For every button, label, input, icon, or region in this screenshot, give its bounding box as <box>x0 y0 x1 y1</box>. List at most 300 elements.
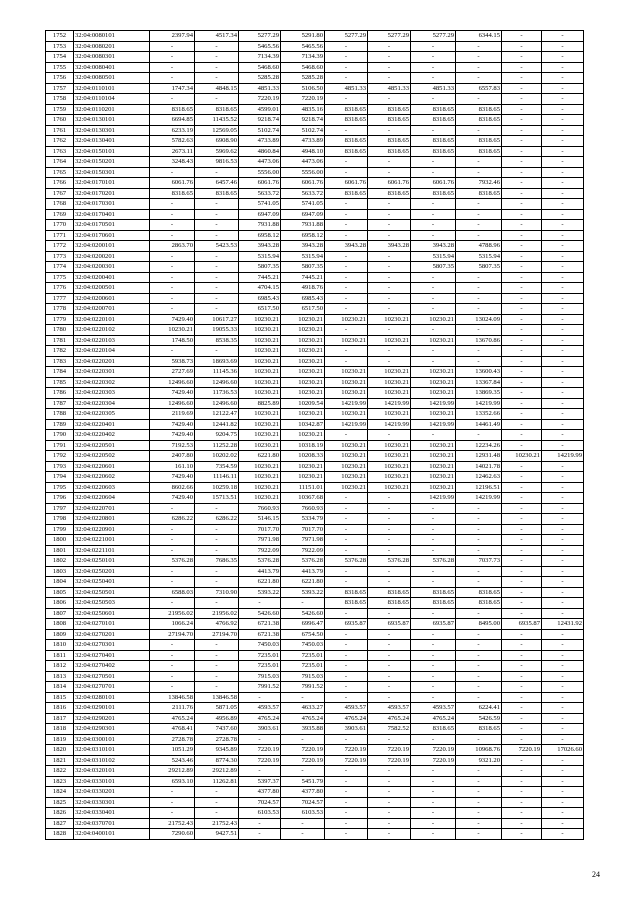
cadastral-number-cell: 32:04:0080501 <box>74 73 150 84</box>
value-cell: - <box>411 577 456 588</box>
cadastral-number-cell: 32:04:0330301 <box>74 797 150 808</box>
value-cell: - <box>411 818 456 829</box>
value-cell: - <box>502 776 542 787</box>
value-cell: 10230.21 <box>239 493 281 504</box>
value-cell: 7290.60 <box>150 829 195 840</box>
value-cell: 10230.21 <box>411 461 456 472</box>
cadastral-number-cell: 32:04:0220201 <box>74 356 150 367</box>
table-row <box>46 209 584 220</box>
value-cell: - <box>368 787 411 798</box>
value-cell: - <box>502 703 542 714</box>
table-body <box>46 31 584 840</box>
value-cell: 4593.57 <box>325 703 368 714</box>
value-cell: - <box>368 776 411 787</box>
value-cell: 7932.46 <box>456 178 502 189</box>
value-cell: - <box>411 167 456 178</box>
value-cell: 7220.19 <box>411 745 456 756</box>
value-cell: 4765.24 <box>368 713 411 724</box>
value-cell: - <box>542 314 584 325</box>
value-cell: - <box>150 41 195 52</box>
value-cell: 8495.00 <box>456 619 502 630</box>
cadastral-number-cell: 32:04:0220401 <box>74 419 150 430</box>
value-cell: - <box>502 766 542 777</box>
cadastral-number-cell: 32:04:0200701 <box>74 304 150 315</box>
value-cell: 7931.88 <box>281 220 325 231</box>
value-cell: - <box>456 157 502 168</box>
value-cell: - <box>456 52 502 63</box>
value-cell: 5633.72 <box>239 188 281 199</box>
value-cell: 6344.15 <box>456 31 502 42</box>
value-cell: 6908.90 <box>195 136 239 147</box>
value-cell: - <box>542 283 584 294</box>
value-cell: 12122.47 <box>195 409 239 420</box>
value-cell: 5807.35 <box>411 262 456 273</box>
value-cell: 12569.05 <box>195 125 239 136</box>
table-row <box>46 335 584 346</box>
value-cell: - <box>411 682 456 693</box>
value-cell: - <box>542 734 584 745</box>
row-number-cell: 1794 <box>46 472 74 483</box>
value-cell: 7991.52 <box>281 682 325 693</box>
value-cell: - <box>150 230 195 241</box>
table-row <box>46 83 584 94</box>
value-cell: - <box>368 535 411 546</box>
value-cell: - <box>150 94 195 105</box>
value-cell: - <box>325 220 368 231</box>
value-cell: 5871.05 <box>195 703 239 714</box>
cadastral-number-cell: 32:04:0270402 <box>74 661 150 672</box>
value-cell: 8318.65 <box>456 587 502 598</box>
cadastral-number-cell: 32:04:0200501 <box>74 283 150 294</box>
value-cell: 13600.43 <box>456 367 502 378</box>
value-cell: 8774.30 <box>195 755 239 766</box>
value-cell: - <box>411 283 456 294</box>
value-cell: 7686.35 <box>195 556 239 567</box>
value-cell: - <box>502 713 542 724</box>
value-cell: - <box>456 545 502 556</box>
value-cell: 6061.76 <box>281 178 325 189</box>
value-cell: 6694.85 <box>150 115 195 126</box>
value-cell: 10230.21 <box>281 356 325 367</box>
table-row <box>46 115 584 126</box>
value-cell: - <box>502 356 542 367</box>
value-cell: 5426.60 <box>281 608 325 619</box>
value-cell: 5277.29 <box>325 31 368 42</box>
row-number-cell: 1812 <box>46 661 74 672</box>
value-cell: 14219.99 <box>411 493 456 504</box>
table-row <box>46 545 584 556</box>
table-row <box>46 41 584 52</box>
value-cell: 10230.21 <box>239 367 281 378</box>
table-row <box>46 682 584 693</box>
value-cell: 7220.19 <box>281 94 325 105</box>
value-cell: - <box>368 199 411 210</box>
value-cell: 6754.50 <box>281 629 325 640</box>
value-cell: - <box>239 829 281 840</box>
value-cell: 14219.99 <box>368 398 411 409</box>
value-cell: - <box>150 283 195 294</box>
value-cell: - <box>542 241 584 252</box>
row-number-cell: 1813 <box>46 671 74 682</box>
value-cell: 14219.99 <box>325 398 368 409</box>
table-row <box>46 272 584 283</box>
row-number-cell: 1774 <box>46 262 74 273</box>
value-cell: - <box>542 650 584 661</box>
value-cell: 11252.28 <box>195 440 239 451</box>
value-cell: - <box>502 335 542 346</box>
table-row <box>46 451 584 462</box>
value-cell: 5277.29 <box>411 31 456 42</box>
value-cell: 10318.19 <box>281 440 325 451</box>
value-cell: 4517.34 <box>195 31 239 42</box>
value-cell: - <box>542 136 584 147</box>
row-number-cell: 1797 <box>46 503 74 514</box>
value-cell: - <box>542 545 584 556</box>
value-cell: - <box>195 503 239 514</box>
value-cell: 1748.50 <box>150 335 195 346</box>
value-cell: - <box>542 703 584 714</box>
cadastral-number-cell: 32:04:0280101 <box>74 692 150 703</box>
value-cell: 6061.76 <box>150 178 195 189</box>
row-number-cell: 1790 <box>46 430 74 441</box>
value-cell: 10230.21 <box>368 388 411 399</box>
value-cell: - <box>502 220 542 231</box>
value-cell: - <box>502 293 542 304</box>
value-cell: - <box>542 325 584 336</box>
row-number-cell: 1793 <box>46 461 74 472</box>
value-cell: 6061.76 <box>239 178 281 189</box>
value-cell: - <box>542 398 584 409</box>
value-cell: - <box>368 577 411 588</box>
value-cell: - <box>195 640 239 651</box>
value-cell: - <box>150 209 195 220</box>
value-cell: 2673.11 <box>150 146 195 157</box>
value-cell: - <box>542 62 584 73</box>
value-cell: 7354.59 <box>195 461 239 472</box>
value-cell: 10230.21 <box>411 409 456 420</box>
value-cell: 7017.70 <box>281 524 325 535</box>
value-cell: - <box>542 766 584 777</box>
row-number-cell: 1811 <box>46 650 74 661</box>
value-cell: - <box>411 356 456 367</box>
value-cell: 5315.94 <box>411 251 456 262</box>
table-row <box>46 188 584 199</box>
value-cell: - <box>502 430 542 441</box>
value-cell: 10259.18 <box>195 482 239 493</box>
value-cell: - <box>502 661 542 672</box>
value-cell: - <box>502 104 542 115</box>
value-cell: - <box>411 503 456 514</box>
table-row <box>46 482 584 493</box>
value-cell: - <box>150 545 195 556</box>
row-number-cell: 1796 <box>46 493 74 504</box>
value-cell: 10230.21 <box>411 472 456 483</box>
value-cell: - <box>325 346 368 357</box>
value-cell: - <box>150 73 195 84</box>
value-cell: - <box>542 41 584 52</box>
value-cell: - <box>456 577 502 588</box>
value-cell: - <box>456 41 502 52</box>
value-cell: 5315.94 <box>456 251 502 262</box>
cadastral-number-cell: 32:04:0310101 <box>74 745 150 756</box>
value-cell: - <box>281 692 325 703</box>
cadastral-number-cell: 32:04:0250501 <box>74 587 150 598</box>
value-cell: - <box>502 73 542 84</box>
value-cell: - <box>542 514 584 525</box>
value-cell: - <box>281 766 325 777</box>
value-cell: 4413.79 <box>281 566 325 577</box>
table-row <box>46 314 584 325</box>
value-cell: 10230.21 <box>239 430 281 441</box>
value-cell: - <box>456 293 502 304</box>
value-cell: 5102.74 <box>239 125 281 136</box>
value-cell: 21956.02 <box>195 608 239 619</box>
value-cell: 4851.33 <box>411 83 456 94</box>
table-row <box>46 136 584 147</box>
table-row <box>46 598 584 609</box>
value-cell: - <box>150 199 195 210</box>
row-number-cell: 1798 <box>46 514 74 525</box>
row-number-cell: 1769 <box>46 209 74 220</box>
value-cell: - <box>411 346 456 357</box>
row-number-cell: 1781 <box>46 335 74 346</box>
value-cell: - <box>411 629 456 640</box>
table-row <box>46 146 584 157</box>
value-cell: - <box>325 734 368 745</box>
value-cell: - <box>502 461 542 472</box>
value-cell: 5426.60 <box>239 608 281 619</box>
row-number-cell: 1815 <box>46 692 74 703</box>
value-cell: - <box>542 346 584 357</box>
value-cell: 4473.06 <box>239 157 281 168</box>
value-cell: 12496.60 <box>195 398 239 409</box>
value-cell: 8318.65 <box>368 146 411 157</box>
value-cell: - <box>456 671 502 682</box>
value-cell: 8318.65 <box>368 136 411 147</box>
cadastral-number-cell: 32:04:0250503 <box>74 598 150 609</box>
value-cell: - <box>456 650 502 661</box>
value-cell: - <box>411 787 456 798</box>
value-cell: 8318.65 <box>325 188 368 199</box>
value-cell: 5807.35 <box>239 262 281 273</box>
cadastral-number-cell: 32:04:0220402 <box>74 430 150 441</box>
row-number-cell: 1818 <box>46 724 74 735</box>
value-cell: - <box>195 73 239 84</box>
row-number-cell: 1826 <box>46 808 74 819</box>
value-cell: - <box>456 776 502 787</box>
value-cell: 4733.89 <box>239 136 281 147</box>
value-cell: - <box>150 577 195 588</box>
value-cell: 10230.21 <box>411 482 456 493</box>
row-number-cell: 1806 <box>46 598 74 609</box>
value-cell: - <box>368 272 411 283</box>
table-row <box>46 377 584 388</box>
value-cell: 8318.65 <box>368 104 411 115</box>
value-cell: - <box>368 125 411 136</box>
value-cell: - <box>502 52 542 63</box>
value-cell: - <box>150 650 195 661</box>
row-number-cell: 1753 <box>46 41 74 52</box>
value-cell: - <box>411 73 456 84</box>
value-cell: 4956.89 <box>195 713 239 724</box>
value-cell: - <box>411 220 456 231</box>
cadastral-number-cell: 32:04:0220302 <box>74 377 150 388</box>
value-cell: - <box>502 629 542 640</box>
cadastral-number-cell: 32:04:0130301 <box>74 125 150 136</box>
value-cell: - <box>150 640 195 651</box>
value-cell: - <box>325 692 368 703</box>
value-cell: 19055.33 <box>195 325 239 336</box>
row-number-cell: 1824 <box>46 787 74 798</box>
value-cell: - <box>502 314 542 325</box>
value-cell: - <box>368 766 411 777</box>
row-number-cell: 1825 <box>46 797 74 808</box>
value-cell: 4851.33 <box>368 83 411 94</box>
value-cell: 4599.01 <box>239 104 281 115</box>
row-number-cell: 1770 <box>46 220 74 231</box>
value-cell: 10230.21 <box>239 461 281 472</box>
value-cell: - <box>456 608 502 619</box>
cadastral-number-cell: 32:04:0270101 <box>74 619 150 630</box>
value-cell: - <box>411 661 456 672</box>
value-cell: - <box>502 199 542 210</box>
value-cell: - <box>150 304 195 315</box>
value-cell: 14219.99 <box>368 419 411 430</box>
cadastral-number-cell: 32:04:0170101 <box>74 178 150 189</box>
cadastral-number-cell: 32:04:0300101 <box>74 734 150 745</box>
row-number-cell: 1821 <box>46 755 74 766</box>
value-cell: 10230.21 <box>239 419 281 430</box>
table-row <box>46 776 584 787</box>
value-cell: - <box>325 503 368 514</box>
value-cell: 5285.28 <box>239 73 281 84</box>
value-cell: - <box>502 598 542 609</box>
value-cell: - <box>456 304 502 315</box>
value-cell: - <box>456 209 502 220</box>
value-cell: 10230.21 <box>325 409 368 420</box>
value-cell: - <box>411 199 456 210</box>
value-cell: 5426.59 <box>456 713 502 724</box>
value-cell: - <box>502 367 542 378</box>
value-cell: 10230.21 <box>368 461 411 472</box>
table-row <box>46 829 584 840</box>
value-cell: - <box>325 73 368 84</box>
value-cell: 8318.65 <box>368 598 411 609</box>
value-cell: 10230.21 <box>368 367 411 378</box>
value-cell: 7445.21 <box>281 272 325 283</box>
cadastral-number-cell: 32:04:0220604 <box>74 493 150 504</box>
table-row <box>46 251 584 262</box>
value-cell: - <box>542 587 584 598</box>
value-cell: - <box>542 598 584 609</box>
value-cell: 10230.21 <box>239 409 281 420</box>
value-cell: - <box>542 797 584 808</box>
value-cell: 7991.52 <box>239 682 281 693</box>
value-cell: 5315.94 <box>281 251 325 262</box>
value-cell: 2407.80 <box>150 451 195 462</box>
value-cell: 7192.53 <box>150 440 195 451</box>
cadastral-number-cell: 32:04:0220104 <box>74 346 150 357</box>
value-cell: 1051.29 <box>150 745 195 756</box>
value-cell: - <box>502 734 542 745</box>
table-row <box>46 808 584 819</box>
cadastral-number-cell: 32:04:0220102 <box>74 325 150 336</box>
value-cell: 8318.65 <box>456 115 502 126</box>
value-cell: - <box>502 493 542 504</box>
value-cell: 7582.52 <box>368 724 411 735</box>
value-cell: - <box>325 94 368 105</box>
table-row <box>46 167 584 178</box>
value-cell: 5807.35 <box>281 262 325 273</box>
value-cell: - <box>195 566 239 577</box>
value-cell: - <box>542 535 584 546</box>
value-cell: - <box>542 335 584 346</box>
value-cell: 10230.21 <box>411 377 456 388</box>
table-row <box>46 220 584 231</box>
value-cell: 17026.60 <box>542 745 584 756</box>
table-row <box>46 671 584 682</box>
value-cell: 8318.65 <box>325 598 368 609</box>
value-cell: 4851.33 <box>325 83 368 94</box>
value-cell: 7660.93 <box>239 503 281 514</box>
row-number-cell: 1823 <box>46 776 74 787</box>
value-cell: - <box>502 157 542 168</box>
value-cell: 21956.02 <box>150 608 195 619</box>
value-cell: - <box>456 808 502 819</box>
value-cell: - <box>411 797 456 808</box>
value-cell: - <box>411 608 456 619</box>
value-cell: 5451.79 <box>281 776 325 787</box>
value-cell: - <box>150 787 195 798</box>
table-row <box>46 724 584 735</box>
value-cell: - <box>195 304 239 315</box>
row-number-cell: 1775 <box>46 272 74 283</box>
value-cell: 7017.70 <box>239 524 281 535</box>
row-number-cell: 1807 <box>46 608 74 619</box>
value-cell: 10230.21 <box>150 325 195 336</box>
value-cell: 10230.21 <box>281 472 325 483</box>
value-cell: - <box>368 734 411 745</box>
value-cell: 6286.22 <box>150 514 195 525</box>
value-cell: - <box>502 503 542 514</box>
value-cell: 7429.40 <box>150 430 195 441</box>
value-cell: 7450.03 <box>239 640 281 651</box>
row-number-cell: 1772 <box>46 241 74 252</box>
value-cell: - <box>502 514 542 525</box>
value-cell: - <box>368 325 411 336</box>
table-row <box>46 304 584 315</box>
value-cell: - <box>150 535 195 546</box>
table-row <box>46 52 584 63</box>
value-cell: 8318.65 <box>150 104 195 115</box>
value-cell: - <box>411 209 456 220</box>
value-cell: 3943.28 <box>281 241 325 252</box>
value-cell: - <box>150 566 195 577</box>
value-cell: 5376.28 <box>281 556 325 567</box>
cadastral-number-cell: 32:04:0220101 <box>74 314 150 325</box>
table-row <box>46 283 584 294</box>
table-row <box>46 797 584 808</box>
value-cell: 3903.61 <box>239 724 281 735</box>
value-cell: 5556.00 <box>239 167 281 178</box>
value-cell: 4765.24 <box>281 713 325 724</box>
value-cell: - <box>325 766 368 777</box>
row-number-cell: 1752 <box>46 31 74 42</box>
value-cell: - <box>195 272 239 283</box>
row-number-cell: 1792 <box>46 451 74 462</box>
row-number-cell: 1782 <box>46 346 74 357</box>
cadastral-number-cell: 32:04:0200301 <box>74 262 150 273</box>
